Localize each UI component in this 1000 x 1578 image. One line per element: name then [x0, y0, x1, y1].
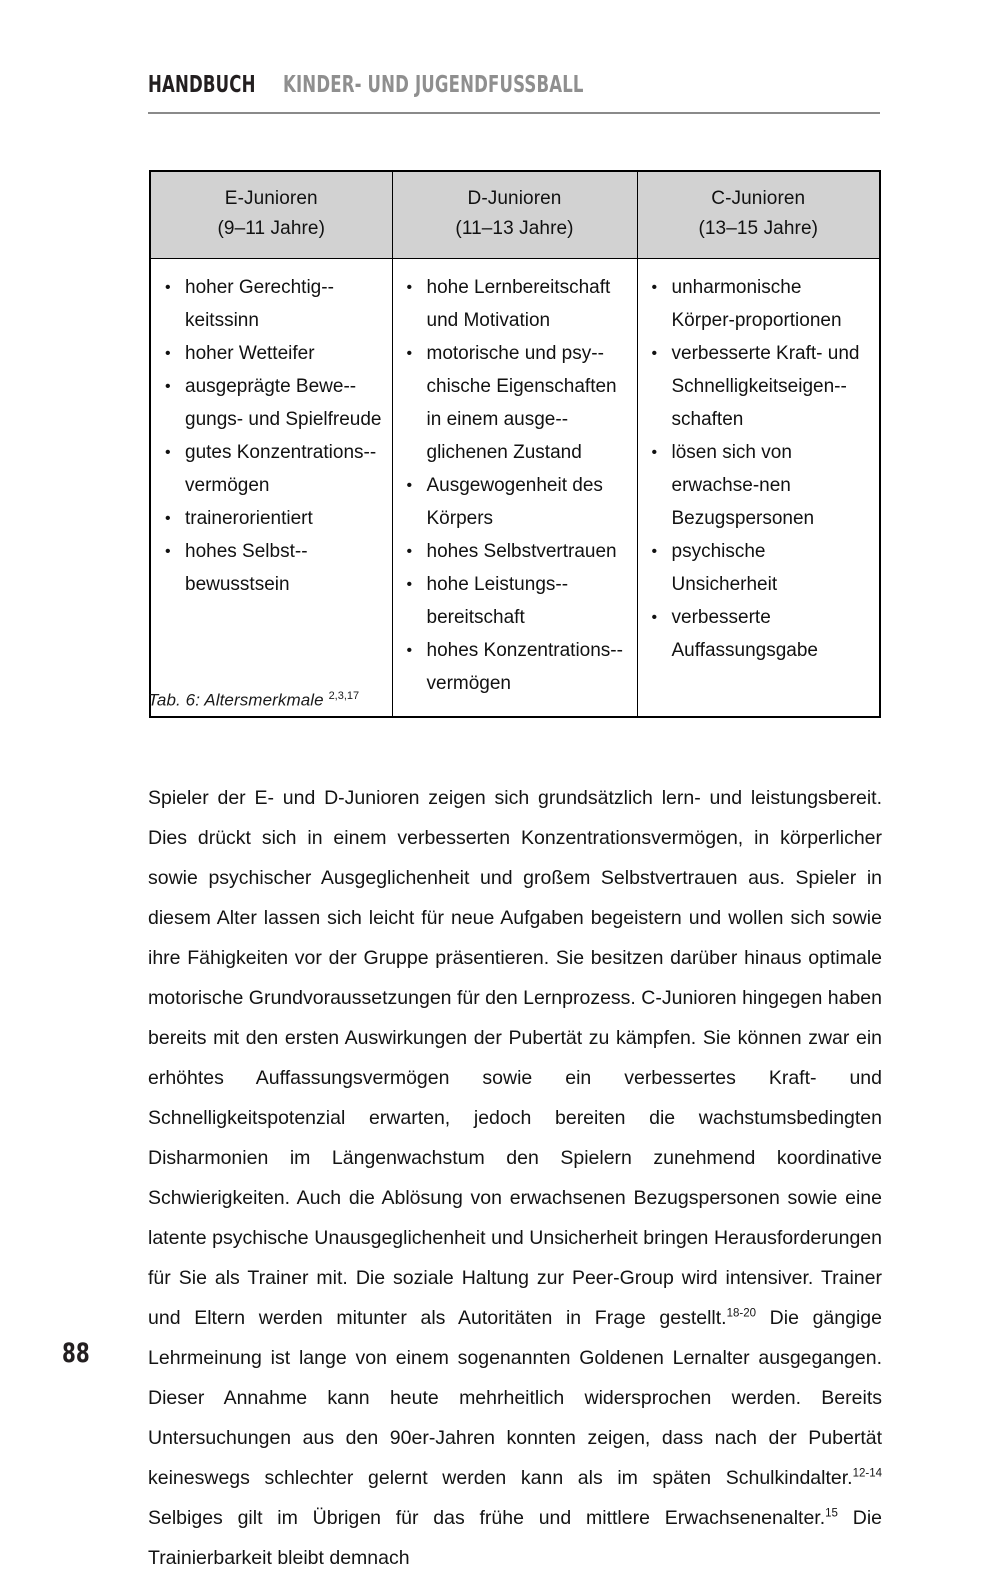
table-header-cell-c-junioren [637, 171, 880, 259]
table-header-row [150, 171, 880, 259]
list-item: • Ausgewogenheit des Körpers [403, 469, 627, 535]
column-title: C-Junioren [711, 188, 806, 209]
table-cell-c-junioren [637, 259, 880, 718]
age-characteristics-table [149, 170, 881, 718]
column-age-range: (9–11 Jahre) [217, 218, 326, 239]
list-item: • hohes Konzentrations-vermögen [403, 634, 627, 700]
column-title: E-Junioren [224, 188, 318, 209]
table-cell-d-junioren [392, 259, 637, 718]
footnote-reference: 12-14 [852, 1467, 882, 1479]
list-item: • verbesserte Auffassungsgabe [648, 601, 870, 667]
list-item: • unharmonische Körper-proportionen [648, 271, 870, 337]
table-caption [148, 690, 359, 711]
list-item: • trainerorientiert [161, 502, 382, 535]
table-header-cell-e-junioren [150, 171, 392, 259]
list-item: • gutes Konzentrations-vermögen [161, 436, 382, 502]
running-head-title-light: KINDER- UND JUGENDFUSSBALL [282, 72, 584, 98]
running-head [148, 72, 880, 98]
list-item: • psychische Unsicherheit [648, 535, 870, 601]
bullet-list-e-junioren [161, 271, 382, 601]
list-item: • hohes Selbst-bewusstsein [161, 535, 382, 601]
footnote-reference: 15 [825, 1507, 838, 1519]
column-age-range: (11–13 Jahre) [455, 218, 574, 239]
list-item: • ausgeprägte Bewe-gungs- und Spielfreude [161, 370, 382, 436]
body-text-run: Selbiges gilt im Übrigen für das frühe und mittlere Erwachsenenalter. [148, 1506, 826, 1529]
column-age-range: (13–15 Jahre) [698, 218, 819, 239]
table-caption-text: Tab. 6: Altersmerkmale [148, 690, 329, 710]
table-header-cell-d-junioren [392, 171, 637, 259]
body-paragraph [148, 778, 882, 1578]
table-body [150, 259, 880, 718]
list-item: • lösen sich von erwachse-nen Bezugspersonen [648, 436, 870, 535]
list-item: • verbesserte Kraft- und Schnelligkeitseigen-schaften [648, 337, 870, 436]
list-item: • hohes Selbstvertrauen [403, 535, 627, 568]
list-item: • motorische und psy-chische Eigenschaften in einem ausge-glichenen Zustand [403, 337, 627, 469]
list-item: • hohe Leistungs-bereitschaft [403, 568, 627, 634]
body-text-run: Spieler der E- und D-Junioren zeigen sich grundsätzlich lern- und leistungsbereit. Dies drückt sich in einem verbesserten Konzentrationsvermögen, in körperlicher sowie psychischer Ausgeglichenheit und großem Selbstvertrauen aus. Spieler in diesem Alter lassen sich leicht für neue Aufgaben begeistern und wollen sich sowie ihre Fähigkeiten vor der Gruppe präsentieren. Sie besitzen darüber hinaus optimale motorische Grundvoraussetzungen für den Lernprozess. C-Junioren hingegen haben bereits mit den ersten Auswirkungen der Pubertät zu kämpfen. Sie können zwar ein erhöhtes Auffassungsvermögen sowie ein verbessertes Kraft- und Schnelligkeitspotenzial erwarten, jedoch bereiten die wachstumsbedingten Disharmonien im Längenwachstum den Spielern zunehmend koordinative Schwierigkeiten. Auch die Ablösung von erwachsenen Bezugspersonen sowie eine latente psychische Unausgeglichenheit und Unsicherheit bringen Herausforderungen für Sie als Trainer mit. Die soziale Haltung zur Peer-Group wird intensiver. Trainer und Eltern werden mitunter als Autoritäten in Frage gestellt. [148, 786, 882, 1329]
body-text-run: Die Trainierbarkeit bleibt demnach [148, 1506, 882, 1569]
table-cell-e-junioren [150, 259, 392, 718]
list-item: • hoher Gerechtig-keitssinn [161, 271, 382, 337]
bullet-list-d-junioren [403, 271, 627, 700]
running-head-title-strong: HANDBUCH [148, 72, 256, 98]
list-item: • hoher Wetteifer [161, 337, 382, 370]
table-header-row-group [150, 171, 880, 259]
list-item: • hohe Lernbereitschaft und Motivation [403, 271, 627, 337]
header-rule-divider [148, 112, 880, 114]
table-row [150, 259, 880, 718]
column-title: D-Junioren [467, 188, 562, 209]
bullet-list-c-junioren [648, 271, 870, 667]
page-number: 88 [62, 1338, 90, 1369]
body-text-run: Die gängige Lehrmeinung ist lange von einem sogenannten Goldenen Lernalter ausgegangen. Dieser Annahme kann heute mehrheitlich widersprochen werden. Bereits Untersuchungen aus den 90er-Jahren konnten zeigen, dass nach der Pubertät keineswegs schlechter gelernt werden kann als im späten Schulkindalter. [148, 1306, 882, 1489]
footnote-reference: 18-20 [726, 1307, 757, 1319]
table-caption-reference: 2,3,17 [328, 690, 360, 702]
